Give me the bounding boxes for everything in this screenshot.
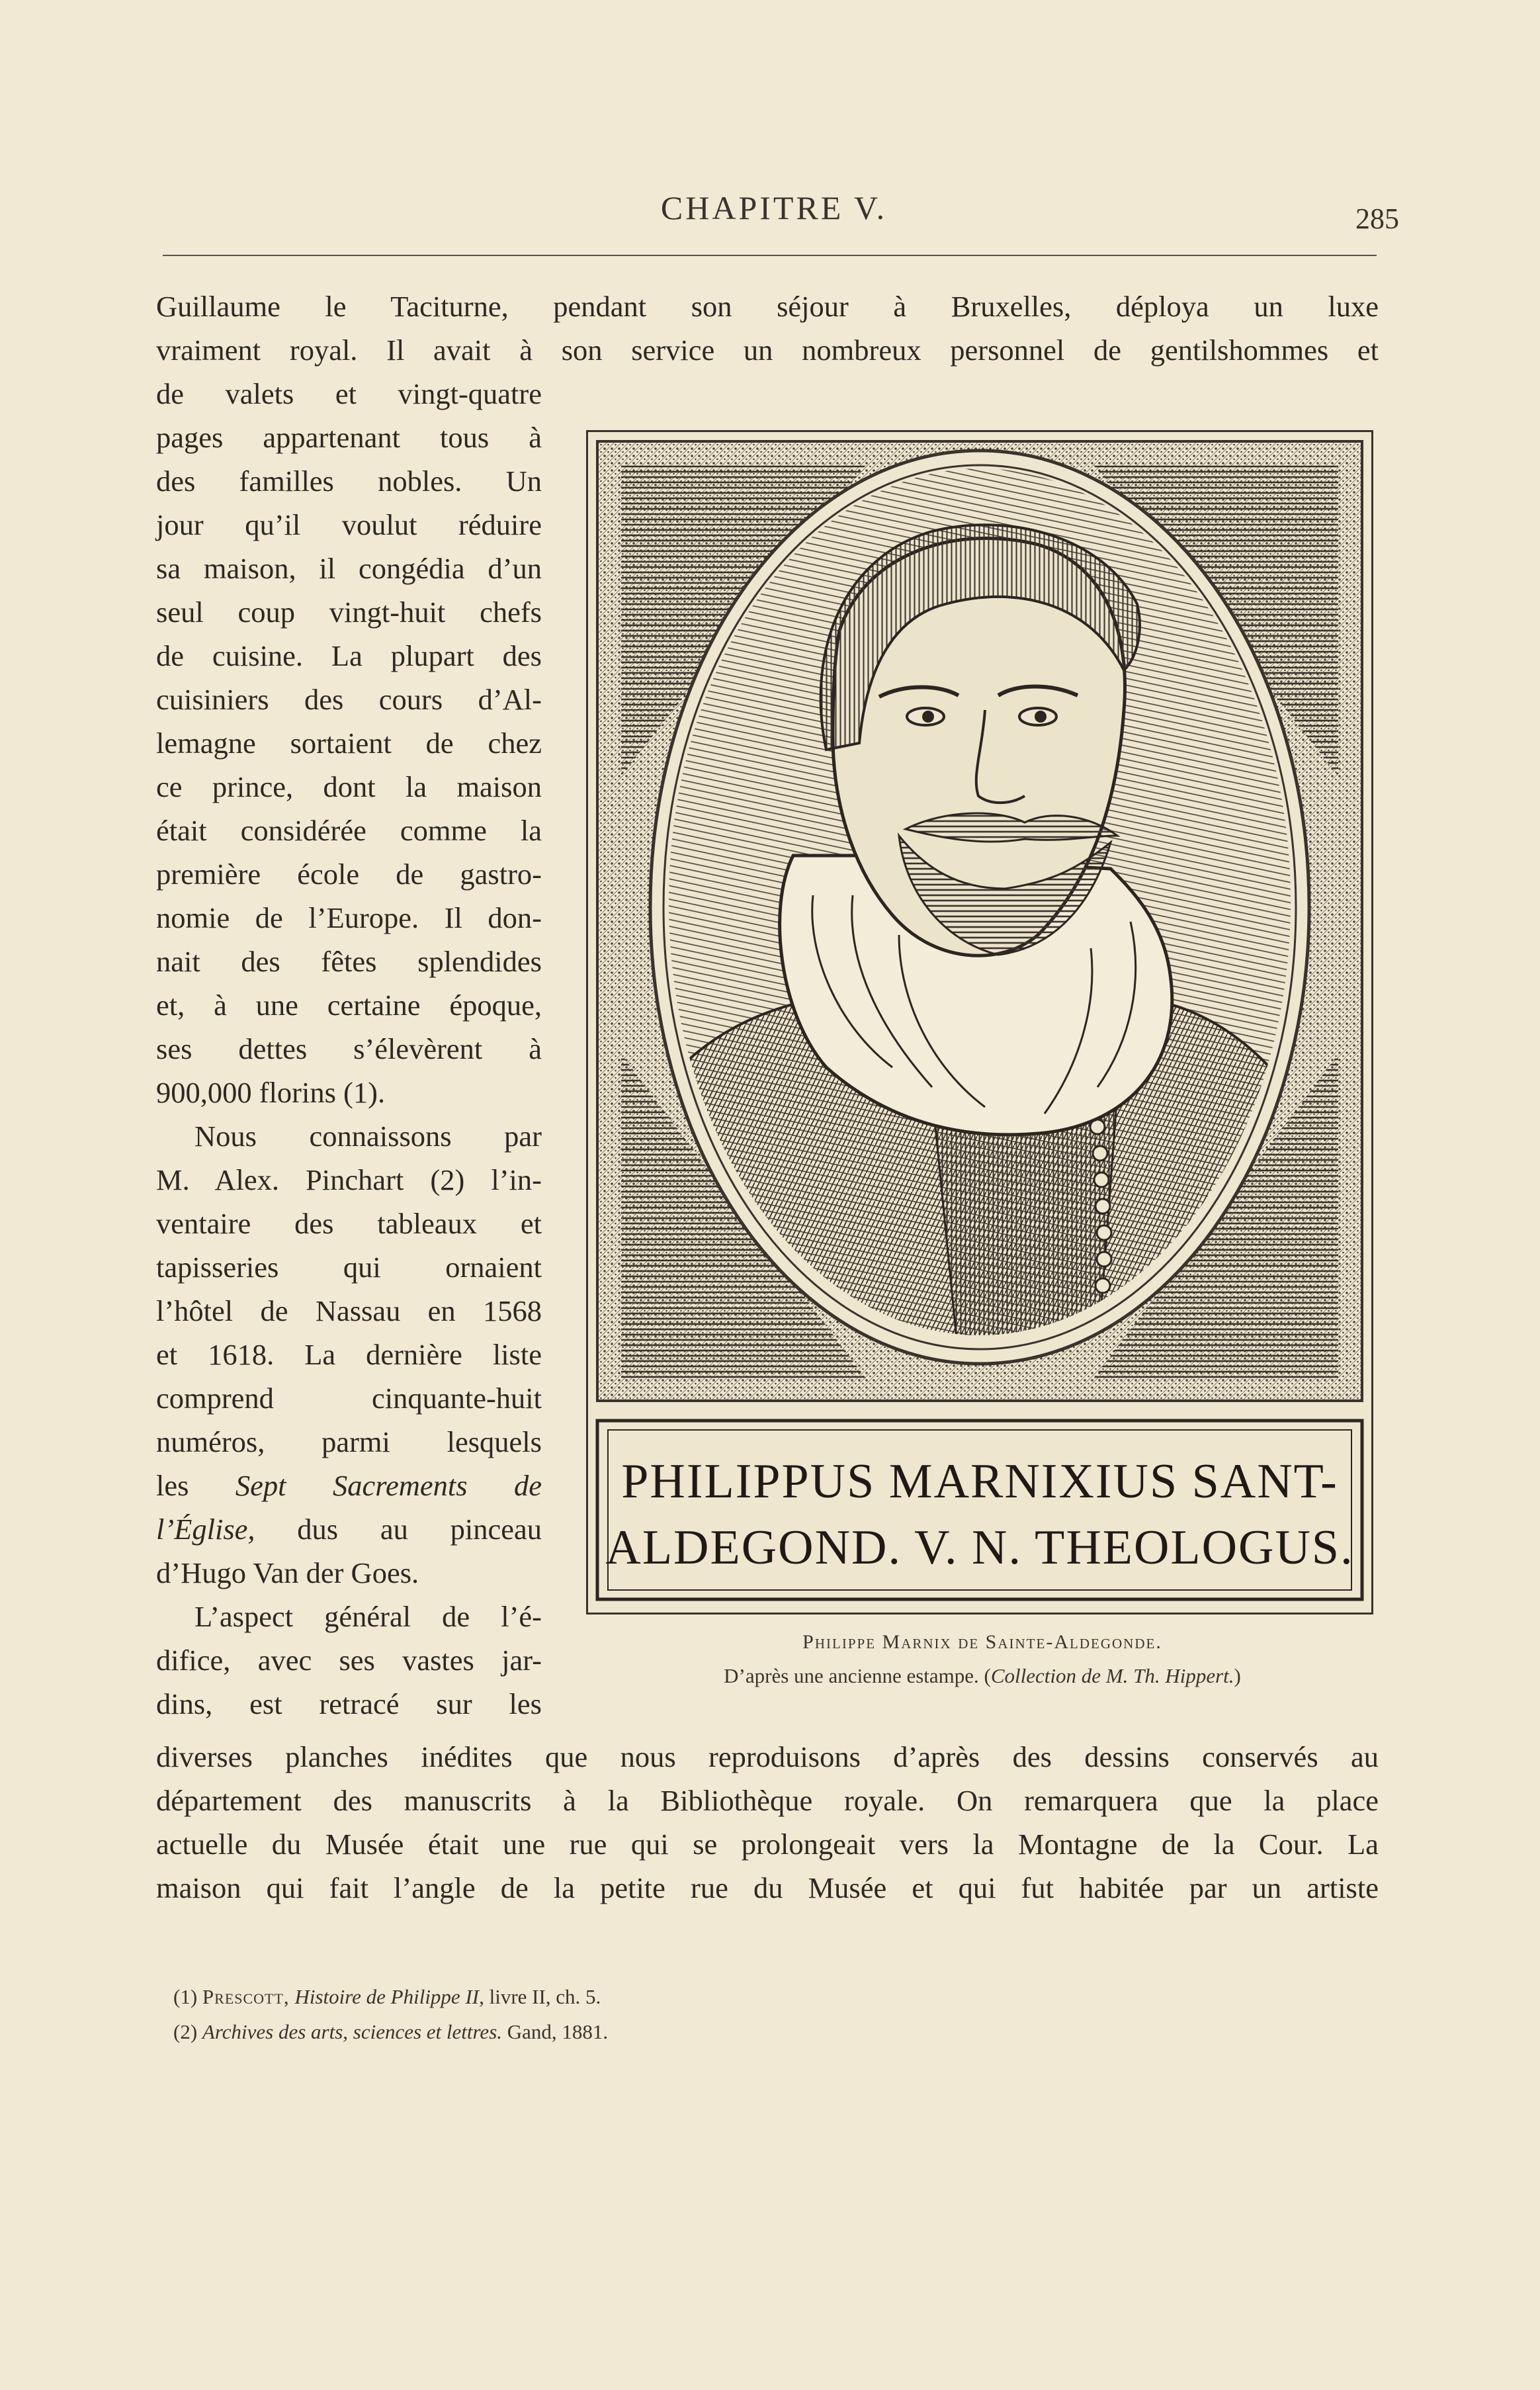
text-line: de valets et vingt-quatre bbox=[156, 377, 542, 410]
running-title: CHAPITRE V. bbox=[660, 189, 888, 226]
text-line: cuisiniers des cours d’Al- bbox=[156, 683, 542, 716]
header-rule bbox=[163, 255, 1377, 256]
text-line: était considérée comme la bbox=[156, 814, 542, 847]
figure-caption-title: Philippe Marnix de Sainte-Aldegonde. bbox=[802, 1631, 1162, 1653]
caption-source-collection: Collection de M. Th. Hippert. bbox=[990, 1664, 1234, 1687]
footnote-author: Prescott, bbox=[202, 1985, 290, 2008]
book-title: l’Église, bbox=[156, 1513, 255, 1546]
text-line: l’hôtel de Nassau en 1568 bbox=[156, 1294, 542, 1327]
text-line-italic bbox=[156, 1507, 542, 1551]
footnote-rest: Gand, 1881. bbox=[502, 2020, 609, 2043]
text-line: sa maison, il congédia d’un bbox=[156, 552, 542, 585]
text-line: 900,000 florins (1). bbox=[156, 1076, 386, 1109]
text-line: ce prince, dont la maison bbox=[156, 770, 542, 803]
text-line: ventaire des tableaux et bbox=[156, 1207, 542, 1240]
footnote-title: Histoire de Philippe II, bbox=[289, 1985, 484, 2008]
text-line: lemagne sortaient de chez bbox=[156, 727, 542, 760]
text-span: les bbox=[156, 1469, 235, 1502]
figure-caption-source bbox=[589, 1664, 1376, 1688]
inscription-line-2: ALDEGOND. V. N. THEOLOGUS. bbox=[605, 1521, 1354, 1575]
text-line: pages appartenant tous à bbox=[156, 421, 542, 454]
footnote bbox=[173, 1985, 601, 2009]
text-line: d’Hugo Van der Goes. bbox=[156, 1556, 419, 1589]
text-line: nomie de l’Europe. Il don- bbox=[156, 901, 542, 934]
text-line: seul coup vingt-huit chefs bbox=[156, 596, 542, 629]
text-line: de cuisine. La plupart des bbox=[156, 639, 542, 672]
text-line: numéros, parmi lesquels bbox=[156, 1425, 542, 1458]
text-line: maison qui fait l’angle de la petite rue du Musée et qui fut habitée par un artiste bbox=[156, 1871, 1379, 1904]
text-line: dins, est retracé sur les bbox=[156, 1687, 542, 1720]
book-title: Sept Sacrements de bbox=[235, 1469, 542, 1502]
text-line: jour qu’il voulut réduire bbox=[156, 508, 542, 541]
text-line: tapisseries qui ornaient bbox=[156, 1251, 542, 1284]
text-line: et 1618. La dernière liste bbox=[156, 1338, 542, 1371]
page-number: 285 bbox=[1355, 202, 1399, 235]
text-line: département des manuscrits à la Bibliothèque royale. On remarquera que la place bbox=[156, 1784, 1379, 1817]
footnote bbox=[173, 2020, 608, 2044]
footnote-number: (1) bbox=[173, 1985, 202, 2008]
text-line: des familles nobles. Un bbox=[156, 465, 542, 498]
text-span: dus au pinceau bbox=[255, 1513, 542, 1546]
footnote-rest: livre II, ch. 5. bbox=[484, 1985, 601, 2008]
text-line-italic bbox=[156, 1464, 542, 1507]
text-line: diverses planches inédites que nous reproduisons d’après des dessins conservés au bbox=[156, 1740, 1379, 1773]
text-line: ses dettes s’élevèrent à bbox=[156, 1032, 542, 1065]
portrait-engraving bbox=[588, 432, 1371, 1613]
text-line: M. Alex. Pinchart (2) l’in- bbox=[156, 1163, 542, 1196]
caption-source-suffix: ) bbox=[1234, 1664, 1241, 1687]
portrait-plate bbox=[586, 430, 1373, 1615]
text-line: comprend cinquante-huit bbox=[156, 1382, 542, 1415]
caption-source-prefix: D’après une ancienne estampe. ( bbox=[724, 1664, 991, 1687]
inscription-line-1: PHILIPPUS MARNIXIUS SANT- bbox=[621, 1454, 1338, 1509]
text-line: Guillaume le Taciturne, pendant son séjour à Bruxelles, déploya un luxe bbox=[156, 290, 1379, 323]
footnote-number: (2) bbox=[173, 2020, 202, 2043]
text-line: L’aspect général de l’é- bbox=[194, 1600, 542, 1633]
text-line: vraiment royal. Il avait à son service un nombreux personnel de gentilshommes et bbox=[156, 333, 1379, 367]
text-line: nait des fêtes splendides bbox=[156, 945, 542, 978]
text-line: difice, avec ses vastes jar- bbox=[156, 1644, 542, 1677]
footnote-title: Archives des arts, sciences et lettres. bbox=[202, 2020, 503, 2043]
text-line: première école de gastro- bbox=[156, 858, 542, 891]
text-line: Nous connaissons par bbox=[194, 1120, 542, 1153]
text-line: et, à une certaine époque, bbox=[156, 989, 542, 1022]
text-line: actuelle du Musée était une rue qui se prolongeait vers la Montagne de la Cour. La bbox=[156, 1828, 1379, 1861]
